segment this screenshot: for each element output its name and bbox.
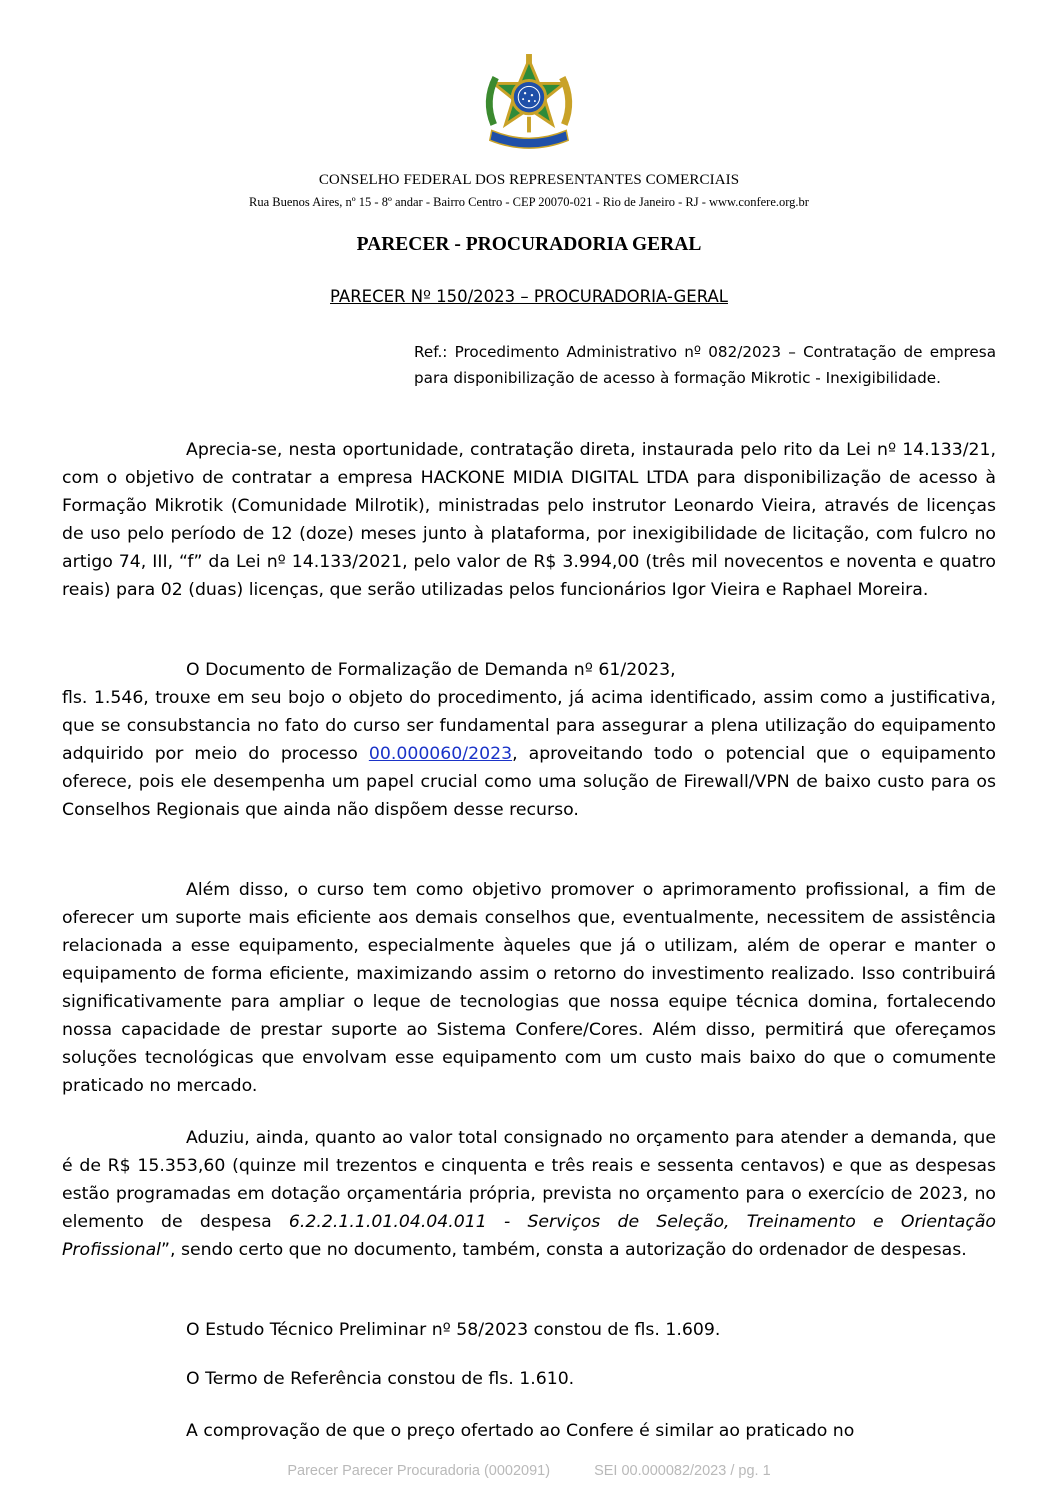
paragraph-2 <box>62 684 996 824</box>
paragraph-4-tail: ”, sendo certo que no documento, também, consta a autorização do ordenador de despesas. <box>161 1240 967 1260</box>
paragraph-2-text-after-link: , aproveitando todo o potencial que o equipamento oferece, pois ele desempenha um papel crucial como uma solução de Firewall/VPN de baixo custo para os Conselhos Regionais que ainda não dispõem desse recurso. <box>62 744 996 820</box>
paragraph-1: Aprecia-se, nesta oportunidade, contratação direta, instaurada pelo rito da Lei nº 14.133/21, com o objetivo de contratar a empresa HACKONE MIDIA DIGITAL LTDA para disponibilização de acesso à Formação Mikrotik (Comunidade Milrotik), ministradas pelo instrutor Leonardo Vieira, através de licenças de uso pelo período de 12 (doze) meses junto à plataforma, por inexigibilidade de licitação, com fulcro no artigo 74, III, “f” da Lei nº 14.133/2021, pelo valor de R$ 3.994,00 (três mil novecentos e noventa e quatro reais) para 02 (duas) licenças, que serão utilizadas pelos funcionários Igor Vieira e Raphael Moreira. <box>62 440 996 600</box>
brazil-coat-of-arms-icon <box>480 52 578 156</box>
process-link[interactable]: 00.000060/2023 <box>368 744 513 764</box>
paragraph-4 <box>62 1124 996 1264</box>
paragraph-6: O Termo de Referência constou de fls. 1.610. <box>186 1369 575 1389</box>
paragraph-4-text: Aduziu, ainda, quanto ao valor total consignado no orçamento para atender a demanda, que é de R$ 15.353,60 (quinze mil trezentos e cinquenta e três reais e sessenta centavos) e que as despesas estão programadas em dotação orçamentária própria, prevista no orçamento para o exercício de 2023, no elemento de despesa <box>62 1128 996 1232</box>
paragraph-7: A comprovação de que o preço ofertado ao Confere é similar ao praticado no <box>186 1421 855 1441</box>
paragraph-2-first-line: O Documento de Formalização de Demanda nº 61/2023, <box>186 660 676 680</box>
organization-address: Rua Buenos Aires, nº 15 - 8º andar - Bairro Centro - CEP 20070-021 - Rio de Janeiro - RJ - www.confere.org.br <box>249 195 809 209</box>
document-title: PARECER - PROCURADORIA GERAL <box>356 234 702 255</box>
paragraph-5: O Estudo Técnico Preliminar nº 58/2023 constou de fls. 1.609. <box>186 1320 721 1340</box>
organization-name: CONSELHO FEDERAL DOS REPRESENTANTES COMERCIAIS <box>318 172 740 188</box>
document-number: PARECER Nº 150/2023 – PROCURADORIA-GERAL <box>330 287 728 306</box>
expense-element-text: 6.2.2.1.1.01.04.04.011 - Serviços de Seleção, Treinamento e Orientação Profissional <box>62 1212 996 1260</box>
footer-document-label: Parecer Parecer Procuradoria (0002091) <box>287 1463 551 1479</box>
paragraph-2-text-before-link: fls. 1.546, trouxe em seu bojo o objeto do procedimento, já acima identificado, assim como a justificativa, que se consubstancia no fato do curso ser fundamental para assegurar a plena utilização do equipamento adquirido por meio do processo <box>62 688 996 764</box>
paragraph-3: Além disso, o curso tem como objetivo promover o aprimoramento profissional, a fim de oferecer um suporte mais eficiente aos demais conselhos que, eventualmente, necessitem de assistência relacionada a esse equipamento, especialmente àqueles que já o utilizam, além de operar e manter o equipamento de forma eficiente, maximizando assim o retorno do investimento realizado. Isso contribuirá significativamente para ampliar o leque de tecnologias que nossa equipe técnica domina, fortalecendo nossa capacidade de prestar suporte ao Sistema Confere/Cores. Além disso, permitirá que ofereçamos soluções tecnológicas que envolvam esse equipamento com um custo mais baixo do que o comumente praticado no mercado. <box>62 880 996 1096</box>
page-footer <box>0 1463 1058 1479</box>
reference-text: Ref.: Procedimento Administrativo nº 082/2023 – Contratação de empresa para disponibilização de acesso à formação Mikrotic - Inexigibilidade. <box>414 343 996 387</box>
footer-page-label: SEI 00.000082/2023 / pg. 1 <box>594 1463 771 1479</box>
